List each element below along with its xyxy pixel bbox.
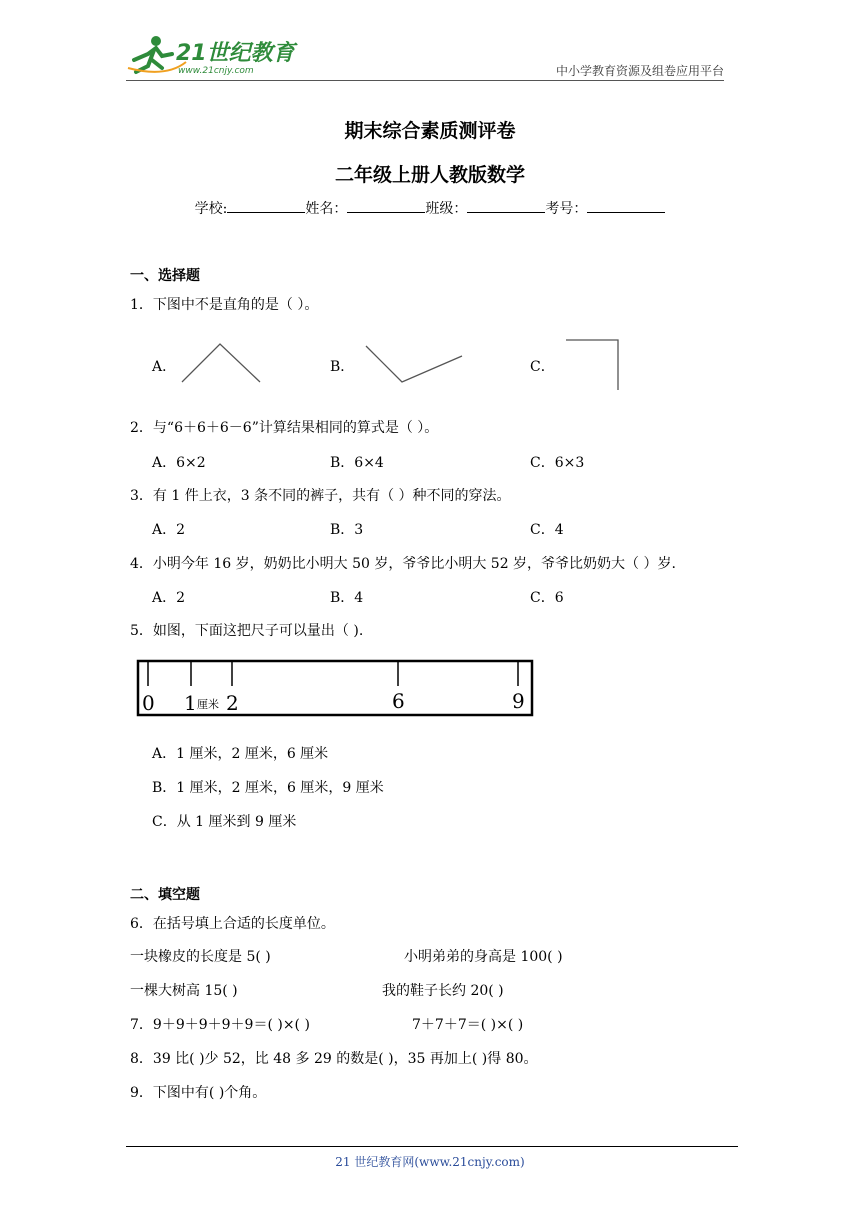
q1-option-b: B． <box>330 359 355 375</box>
q6-item-height: 小明弟弟的身高是 100( ) <box>404 949 563 965</box>
footer-divider <box>126 1146 738 1147</box>
section-choice-title: 一、选择题 <box>130 268 200 284</box>
angle-c-figure <box>562 336 626 394</box>
page-title: 期末综合素质测评卷 <box>344 120 516 142</box>
q9-text: 9．下图中有( )个角。 <box>130 1085 267 1101</box>
school-label: 学校: <box>194 201 228 217</box>
q1-option-c: C． <box>530 359 555 375</box>
q6-item-shoe: 我的鞋子长约 20( ) <box>382 983 504 999</box>
angle-a-figure <box>178 338 268 388</box>
q2-option-a: A．6×2 <box>152 455 206 471</box>
logo-text: 21世纪教育 <box>176 41 295 66</box>
q4-option-a: A．2 <box>152 590 186 606</box>
q2-text: 2．与“6＋6＋6－6”计算结果相同的算式是（ ）。 <box>130 420 439 436</box>
q6-item-eraser: 一块橡皮的长度是 5( ) <box>130 949 271 965</box>
q3-option-a: A．2 <box>152 522 186 538</box>
q1-option-a: A． <box>152 359 177 375</box>
q2-option-c: C．6×3 <box>530 455 585 471</box>
q5-option-b: B．1 厘米，2 厘米，6 厘米，9 厘米 <box>152 780 384 796</box>
exam-no-field[interactable] <box>587 200 665 213</box>
exam-no-label: 考号： <box>545 201 588 217</box>
q3-option-b: B．3 <box>330 522 364 538</box>
ruler-label-1: 1 <box>184 691 197 715</box>
ruler-label-2: 2 <box>226 691 239 715</box>
header-platform-text: 中小学教育资源及组卷应用平台 <box>555 64 724 78</box>
name-label: 姓名： <box>305 201 348 217</box>
footer-text[interactable]: 21 世纪教育网(www.21cnjy.com) <box>335 1155 525 1169</box>
q3-option-c: C．4 <box>530 522 564 538</box>
name-field[interactable] <box>347 200 425 213</box>
q4-option-c: C．6 <box>530 590 564 606</box>
q4-option-b: B．4 <box>330 590 364 606</box>
ruler-label-6: 6 <box>392 689 405 713</box>
school-field[interactable] <box>227 200 305 213</box>
q6-text: 6．在括号填上合适的长度单位。 <box>130 916 335 932</box>
q4-text: 4．小明今年 16 岁，奶奶比小明大 50 岁，爷爷比小明大 52 岁，爷爷比奶奶大（ ）岁. <box>130 556 676 572</box>
q5-option-a: A．1 厘米，2 厘米，6 厘米 <box>152 746 329 762</box>
student-info-line <box>0 198 860 218</box>
ruler-label-9: 9 <box>512 689 525 713</box>
q8-text: 8．39 比( )少 52，比 48 多 29 的数是( )，35 再加上( )得 80。 <box>130 1051 538 1067</box>
logo-runner-icon <box>126 32 306 78</box>
ruler-unit-label: 厘米 <box>197 698 219 711</box>
site-logo <box>126 32 306 78</box>
q3-text: 3．有 1 件上衣，3 条不同的裤子，共有（ ）种不同的穿法。 <box>130 488 511 504</box>
class-field[interactable] <box>467 200 545 213</box>
q5-text: 5．如图，下面这把尺子可以量出（ ). <box>130 623 364 639</box>
q5-option-c: C．从 1 厘米到 9 厘米 <box>152 814 297 830</box>
class-label: 班级： <box>425 201 468 217</box>
section-fill-title: 二、填空题 <box>130 887 200 903</box>
page-subtitle: 二年级上册人教版数学 <box>334 164 525 186</box>
q7-part-b: 7＋7＋7＝( )×( ) <box>412 1017 524 1033</box>
q2-option-b: B．6×4 <box>330 455 384 471</box>
q1-text: 1．下图中不是直角的是（ ）。 <box>130 297 319 313</box>
q7-part-a: 7．9＋9＋9＋9＋9＝( )×( ) <box>130 1017 310 1033</box>
ruler-label-0: 0 <box>142 691 155 715</box>
ruler-figure <box>136 658 536 720</box>
angle-b-figure <box>362 342 466 388</box>
logo-url: www.21cnjy.com <box>178 66 254 76</box>
header-divider <box>126 80 724 81</box>
q6-item-tree: 一棵大树高 15( ) <box>130 983 238 999</box>
